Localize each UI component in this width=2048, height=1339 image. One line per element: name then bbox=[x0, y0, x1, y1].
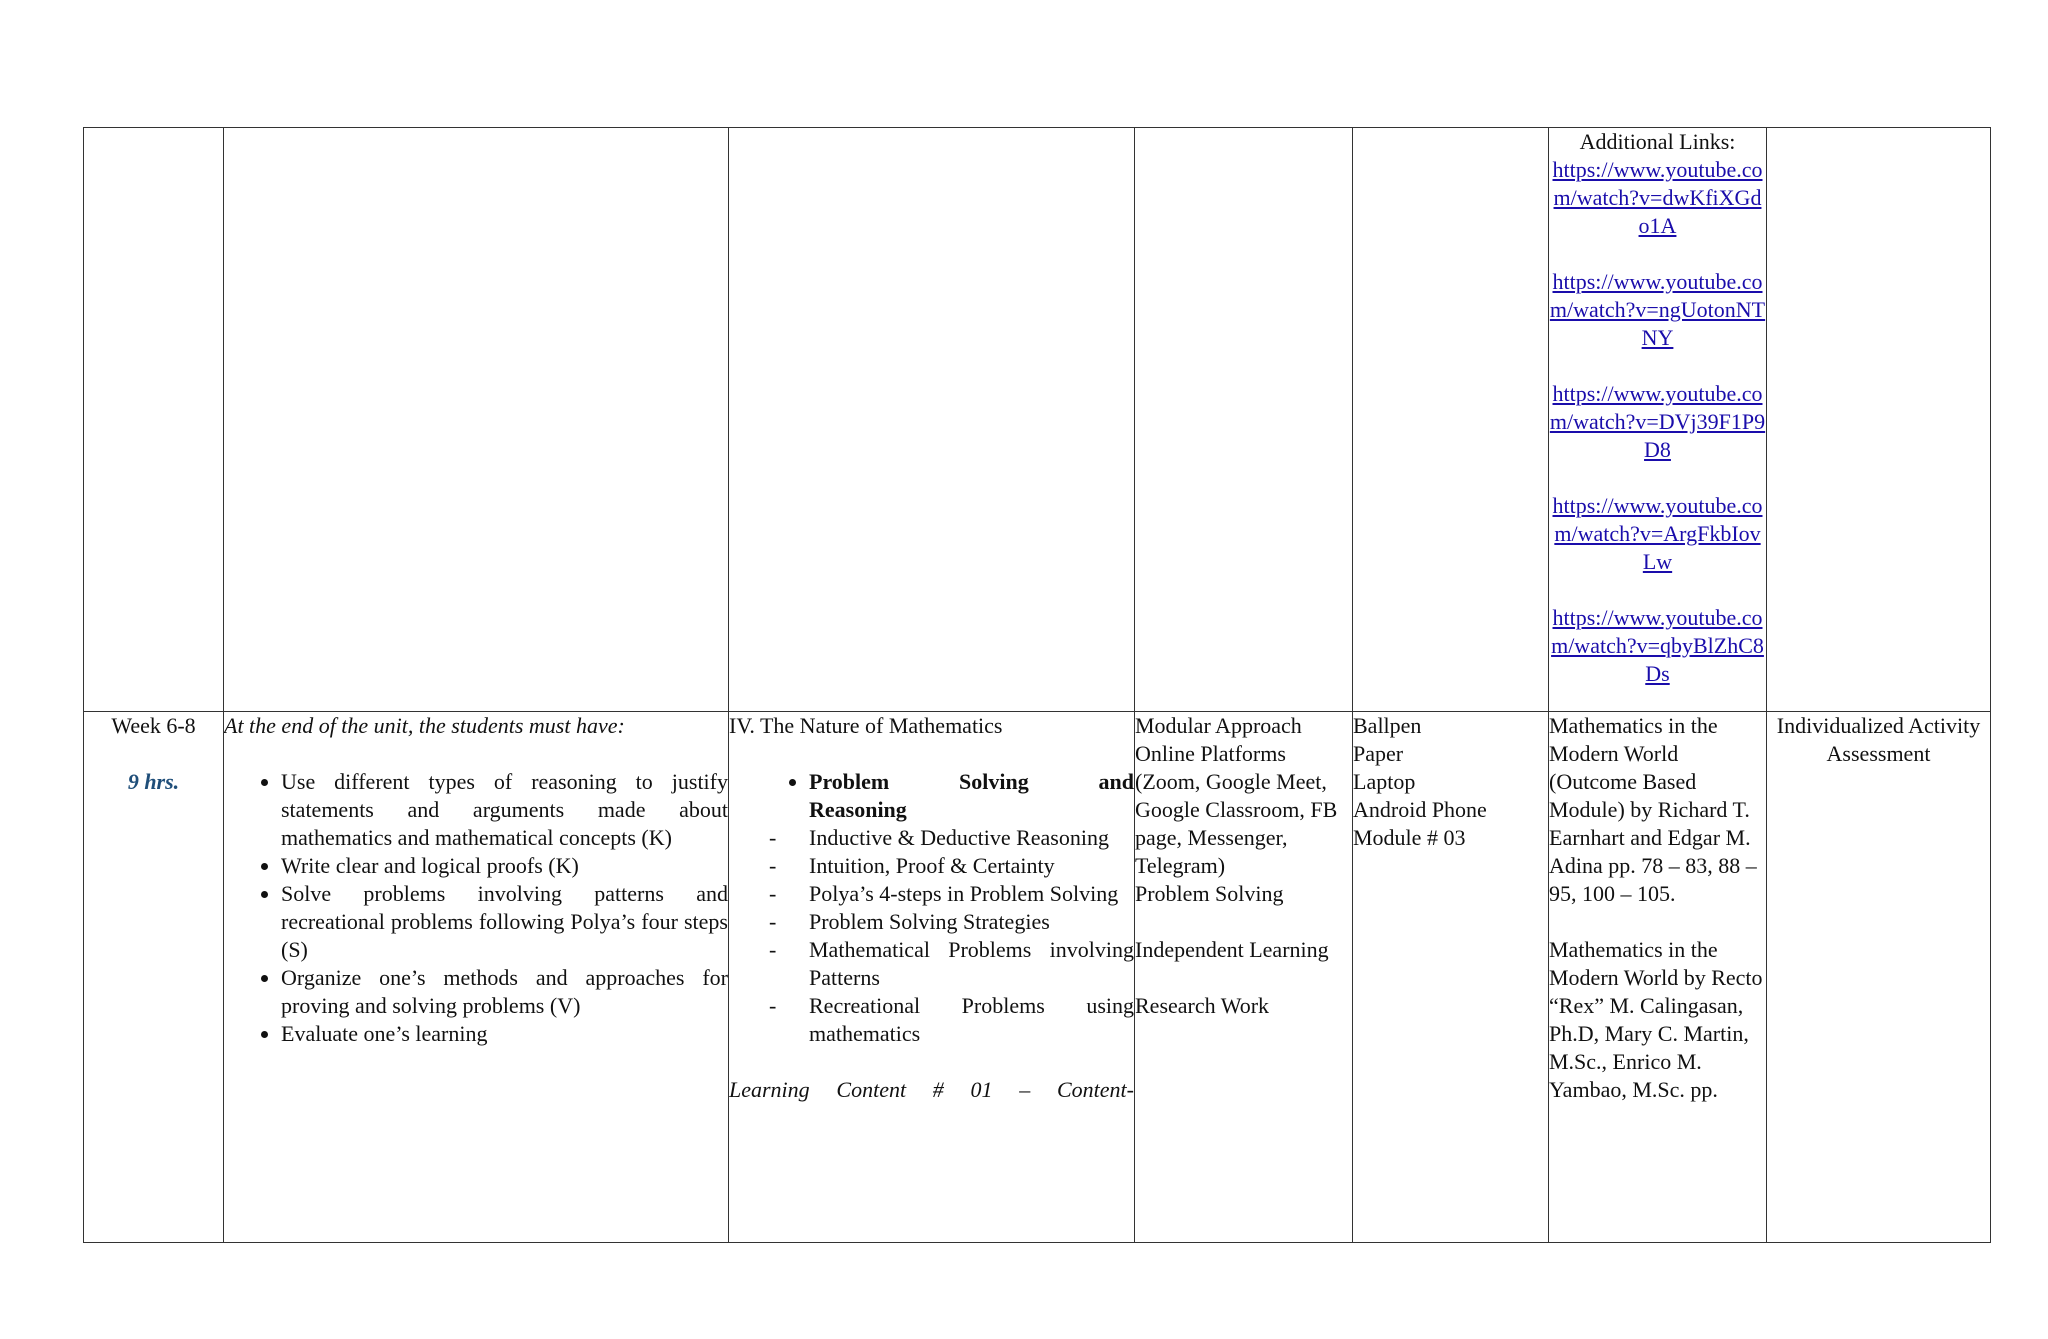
list-item: - Intuition, Proof & Certainty bbox=[729, 852, 1134, 880]
list-item: • Write clear and logical proofs (K) bbox=[281, 852, 728, 880]
assessment-cell bbox=[1767, 712, 1991, 1243]
methods-cell bbox=[1135, 712, 1353, 1243]
list-item: • Evaluate one’s learning bbox=[281, 1020, 728, 1048]
week-cell bbox=[84, 712, 224, 1243]
reference-item: Mathematics in the Modern World (Outcome Based Module) by Richard T. Earnhart and Edgar M. Adina pp. 78 – 83, 88 – 95, 100 – 105. bbox=[1549, 713, 1757, 906]
hours-label: 9 hrs. bbox=[127, 769, 180, 794]
youtube-link-1[interactable]: https://www.youtube.com/watch?v=dwKfiXGdo1A bbox=[1552, 157, 1763, 238]
main-topic-line2: Reasoning bbox=[809, 797, 907, 822]
list-item: - Recreational Problems using mathematics bbox=[729, 992, 1134, 1048]
list-item: - Problem Solving Strategies bbox=[729, 908, 1134, 936]
youtube-link-4[interactable]: https://www.youtube.com/watch?v=ArgFkbIovLw bbox=[1552, 493, 1763, 574]
topics-cell-empty bbox=[729, 128, 1135, 712]
list-item bbox=[809, 768, 1134, 1048]
syllabus-table bbox=[83, 127, 1991, 1243]
resources-cell-empty bbox=[1353, 128, 1549, 712]
topic-list bbox=[729, 768, 1134, 1048]
resource-item: Ballpen bbox=[1353, 713, 1422, 738]
objectives-cell-empty bbox=[224, 128, 729, 712]
method-problem-solving: Problem Solving bbox=[1135, 881, 1284, 906]
resource-item: Android Phone bbox=[1353, 797, 1487, 822]
resource-item: Module # 03 bbox=[1353, 825, 1466, 850]
learning-content-label: Learning Content # 01 – Content- bbox=[729, 1077, 1134, 1102]
resource-item: Paper bbox=[1353, 741, 1404, 766]
week-label: Week 6-8 bbox=[111, 713, 196, 738]
list-item: • Organize one’s methods and approaches for proving and solving problems (V) bbox=[281, 964, 728, 1020]
youtube-link-5[interactable]: https://www.youtube.com/watch?v=qbyBlZhC8Ds bbox=[1551, 605, 1764, 686]
table-row bbox=[84, 712, 1991, 1243]
method-modular: Modular Approach bbox=[1135, 713, 1302, 738]
list-item: - Mathematical Problems involving Patterns bbox=[729, 936, 1134, 992]
objectives-intro: At the end of the unit, the students must have: bbox=[224, 713, 625, 738]
youtube-link-3[interactable]: https://www.youtube.com/watch?v=DVj39F1P9D8 bbox=[1549, 381, 1766, 462]
method-online: Online Platforms (Zoom, Google Meet, Google Classroom, FB page, Messenger, Telegram) bbox=[1135, 741, 1338, 878]
resource-item: Laptop bbox=[1353, 769, 1416, 794]
list-item: - Inductive & Deductive Reasoning bbox=[729, 824, 1134, 852]
assessment-cell-empty bbox=[1767, 128, 1991, 712]
assessment-text: Individualized Activity Assessment bbox=[1776, 713, 1981, 766]
objectives-list bbox=[224, 768, 728, 1048]
method-independent: Independent Learning bbox=[1135, 937, 1329, 962]
resources-cell bbox=[1353, 712, 1549, 1243]
list-item: • Solve problems involving patterns and recreational problems following Polya’s four steps (S) bbox=[281, 880, 728, 964]
topics-cell bbox=[729, 712, 1135, 1243]
additional-links-label: Additional Links: bbox=[1579, 129, 1736, 154]
week-cell-empty bbox=[84, 128, 224, 712]
additional-links-cell bbox=[1549, 128, 1767, 712]
main-topic-line1: • Problem Solving and bbox=[809, 769, 1134, 794]
youtube-link-2[interactable]: https://www.youtube.com/watch?v=ngUotonNTNY bbox=[1549, 269, 1766, 350]
table-row bbox=[84, 128, 1991, 712]
references-cell bbox=[1549, 712, 1767, 1243]
objectives-cell bbox=[224, 712, 729, 1243]
method-research: Research Work bbox=[1135, 993, 1270, 1018]
reference-item: Mathematics in the Modern World by Recto “Rex” M. Calingasan, Ph.D, Mary C. Martin, M.Sc., Enrico M. Yambao, M.Sc. pp. bbox=[1549, 937, 1763, 1102]
list-item: • Use different types of reasoning to justify statements and arguments made about mathematics and mathematical concepts (K) bbox=[281, 768, 728, 852]
unit-title: IV. The Nature of Mathematics bbox=[729, 713, 1003, 738]
list-item: - Polya’s 4-steps in Problem Solving bbox=[729, 880, 1134, 908]
subtopic-list bbox=[729, 824, 1134, 1048]
methods-cell-empty bbox=[1135, 128, 1353, 712]
